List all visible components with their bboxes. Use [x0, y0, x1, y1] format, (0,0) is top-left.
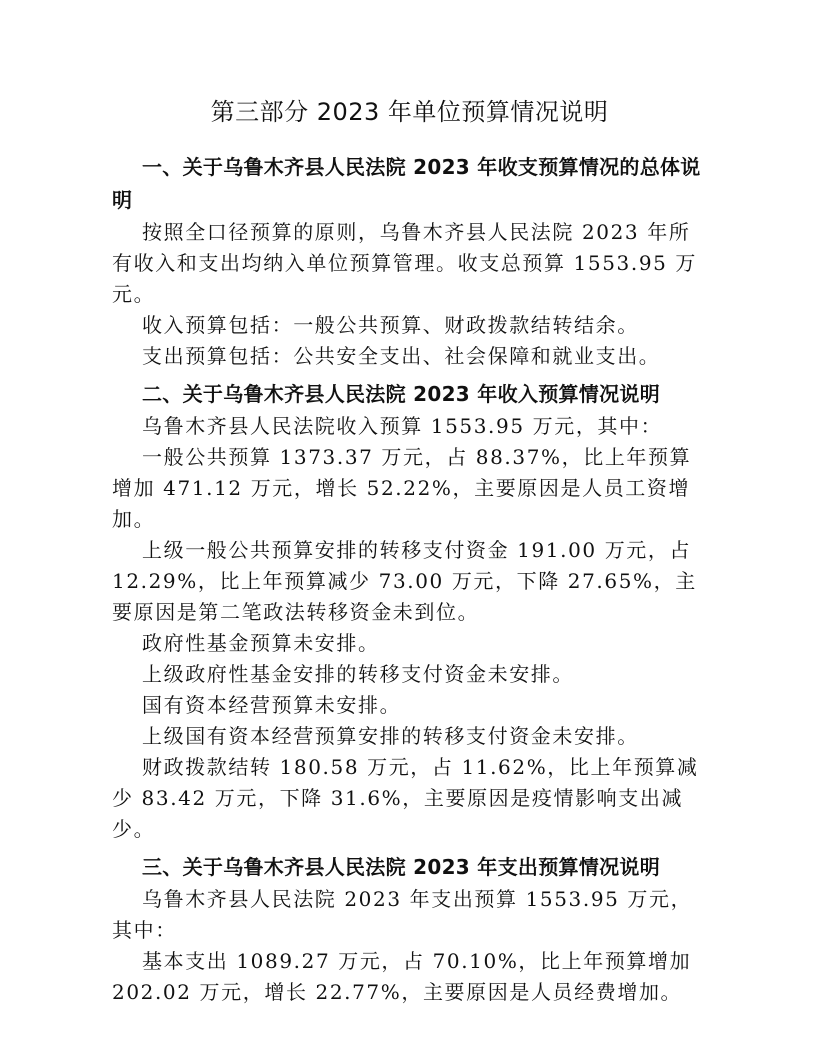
- section-income: [112, 378, 707, 845]
- paragraph: 支出预算包括：公共安全支出、社会保障和就业支出。: [142, 344, 661, 368]
- section-heading: 三、关于乌鲁木齐县人民法院 2023 年支出预算情况说明: [142, 855, 660, 879]
- paragraph: 上级一般公共预算安排的转移支付资金 191.00 万元，占 12.29%，比上年预算减少 73.00 万元，下降 27.65%，主要原因是第二笔政法转移资金未到位。: [112, 538, 697, 624]
- paragraph: 乌鲁木齐县人民法院收入预算 1553.95 万元，其中：: [142, 414, 663, 438]
- document-page: [112, 95, 707, 1008]
- paragraph: 财政拨款结转 180.58 万元，占 11.62%，比上年预算减少 83.42 万元，下降 31.6%，主要原因是疫情影响支出减少。: [112, 755, 699, 841]
- paragraph: 上级国有资本经营预算安排的转移支付资金未安排。: [142, 724, 639, 748]
- paragraph: 乌鲁木齐县人民法院 2023 年支出预算 1553.95 万元，其中：: [112, 887, 693, 942]
- paragraph: 收入预算包括：一般公共预算、财政拨款结转结余。: [142, 313, 639, 337]
- paragraph: 国有资本经营预算未安排。: [142, 693, 402, 717]
- paragraph: 按照全口径预算的原则，乌鲁木齐县人民法院 2023 年所有收入和支出均纳入单位预算管理。收支总预算 1553.95 万元。: [112, 220, 698, 306]
- paragraph: 上级政府性基金安排的转移支付资金未安排。: [142, 662, 574, 686]
- section-heading: 二、关于乌鲁木齐县人民法院 2023 年收入预算情况说明: [142, 382, 660, 406]
- paragraph: 政府性基金预算未安排。: [142, 631, 380, 655]
- paragraph: 一般公共预算 1373.37 万元，占 88.37%，比上年预算增加 471.12 万元，增长 52.22%，主要原因是人员工资增加。: [112, 445, 692, 531]
- section-overview: [112, 151, 707, 372]
- page-title: 第三部分 2023 年单位预算情况说明: [210, 98, 609, 126]
- paragraph: 基本支出 1089.27 万元，占 70.10%，比上年预算增加 202.02 万元，增长 22.77%，主要原因是人员经费增加。: [112, 949, 692, 1004]
- section-expenditure: [112, 851, 707, 1008]
- section-heading: 一、关于乌鲁木齐县人民法院 2023 年收支预算情况的总体说明: [112, 155, 701, 212]
